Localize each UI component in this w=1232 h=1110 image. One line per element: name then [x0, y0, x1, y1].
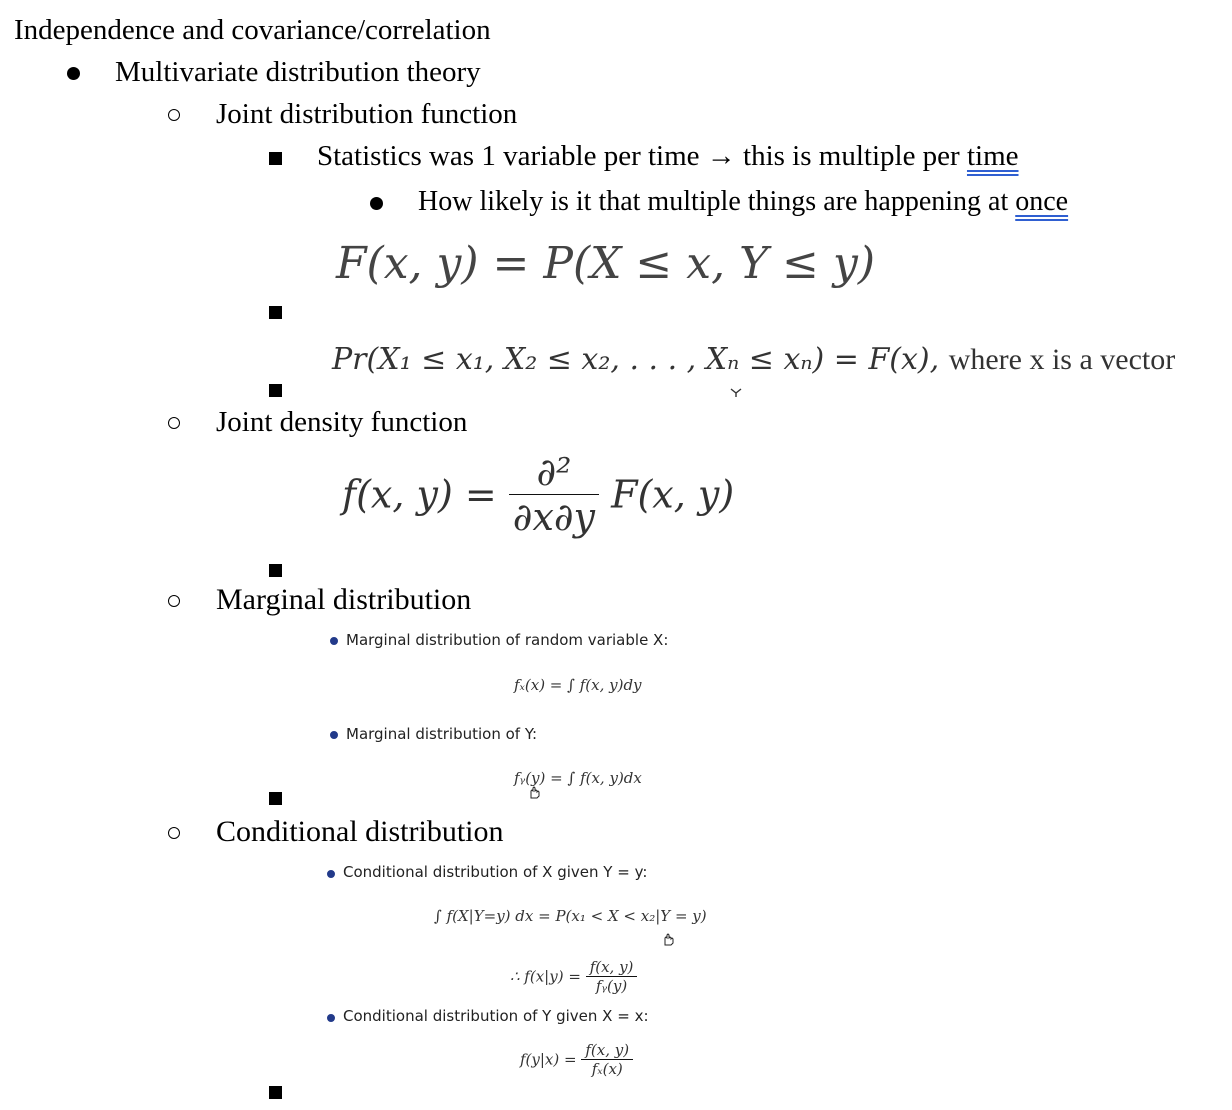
conditional-therefore-formula: [510, 958, 637, 995]
bullet-dot-icon: [330, 731, 338, 739]
how-likely-text: How likely is it that multiple things are happening at: [418, 186, 1016, 217]
formula-density: [342, 450, 734, 539]
conditional-yx-den: fₓ(x): [581, 1059, 633, 1078]
conditional-therefore-den: fᵧ(y): [586, 976, 638, 995]
page-title: Independence and covariance/correlation: [14, 14, 491, 46]
conditional-yx-num: f(x, y): [585, 1041, 630, 1059]
conditional-yx-fraction: [581, 1041, 633, 1078]
statistics-text: Statistics was 1 variable per time → this is multiple per: [317, 140, 967, 172]
hand-cursor-icon: [660, 931, 676, 947]
spellcheck-word-time[interactable]: time: [966, 140, 1019, 172]
bullet-square-icon: [269, 564, 282, 577]
bullet-dot-icon: [67, 67, 80, 80]
marginal-x-formula: fₓ(x) = ∫ f(x, y)dy: [514, 676, 642, 694]
conditional-therefore-fraction: [586, 958, 638, 995]
list-item-statistics: [317, 140, 1019, 173]
formula-vector-cdf-rhs: where x is a vector: [948, 343, 1176, 376]
bullet-circle-icon: [168, 595, 180, 607]
list-item-how-likely: [418, 186, 1068, 218]
formula-density-num: ∂²: [536, 450, 572, 494]
formula-density-rhs: F(x, y): [611, 472, 735, 517]
formula-density-lhs: f(x, y) =: [342, 472, 497, 517]
conditional-therefore-num: f(x, y): [589, 958, 634, 976]
list-item-joint-density: Joint density function: [216, 406, 468, 438]
list-item-conditional: Conditional distribution: [216, 815, 504, 848]
hand-cursor-icon: [526, 784, 542, 800]
marginal-x-label: Marginal distribution of random variable X:: [346, 631, 669, 649]
formula-density-fraction: [509, 450, 599, 539]
formula-joint-cdf: [336, 238, 875, 289]
bullet-square-icon: [269, 1086, 282, 1099]
bullet-dot-icon: [327, 1014, 335, 1022]
marginal-y-formula: fᵧ(y) = ∫ f(x, y)dx: [514, 769, 642, 787]
conditional-yx-formula: [520, 1041, 633, 1078]
conditional-yx-lhs: f(y|x) =: [520, 1050, 577, 1069]
bullet-square-icon: [269, 792, 282, 805]
formula-density-den: ∂x∂y: [509, 494, 599, 539]
marginal-y-label: Marginal distribution of Y:: [346, 725, 538, 743]
conditional-integral-formula: ∫ f(X|Y=y) dx = P(x₁ < X < x₂|Y = y): [434, 907, 707, 925]
list-item-joint-distribution: Joint distribution function: [216, 98, 518, 130]
bullet-square-icon: [269, 152, 282, 165]
formula-vector-cdf: [332, 342, 1175, 377]
bullet-dot-icon: [330, 637, 338, 645]
spellcheck-word-once[interactable]: once: [1015, 186, 1069, 217]
bullet-circle-icon: [168, 109, 180, 121]
bullet-square-icon: [269, 306, 282, 319]
conditional-y-given-x-label: Conditional distribution of Y given X = x:: [343, 1007, 649, 1025]
cursor-caret-icon: [730, 388, 742, 398]
bullet-square-icon: [269, 384, 282, 397]
bullet-circle-icon: [168, 417, 180, 429]
formula-vector-cdf-lhs: Pr(X₁ ≤ x₁, X₂ ≤ x₂, . . . , Xₙ ≤ xₙ) = F(x),: [332, 342, 940, 377]
conditional-therefore-lhs: ∴ f(x|y) =: [510, 967, 581, 986]
formula-joint-cdf-text: F(x, y) = P(X ≤ x, Y ≤ y): [336, 238, 875, 289]
bullet-dot-icon: [370, 197, 383, 210]
conditional-x-given-y-label: Conditional distribution of X given Y = y:: [343, 863, 648, 881]
bullet-dot-icon: [327, 870, 335, 878]
list-item-multivariate: Multivariate distribution theory: [115, 56, 481, 88]
bullet-circle-icon: [168, 827, 180, 839]
list-item-marginal: Marginal distribution: [216, 583, 472, 616]
